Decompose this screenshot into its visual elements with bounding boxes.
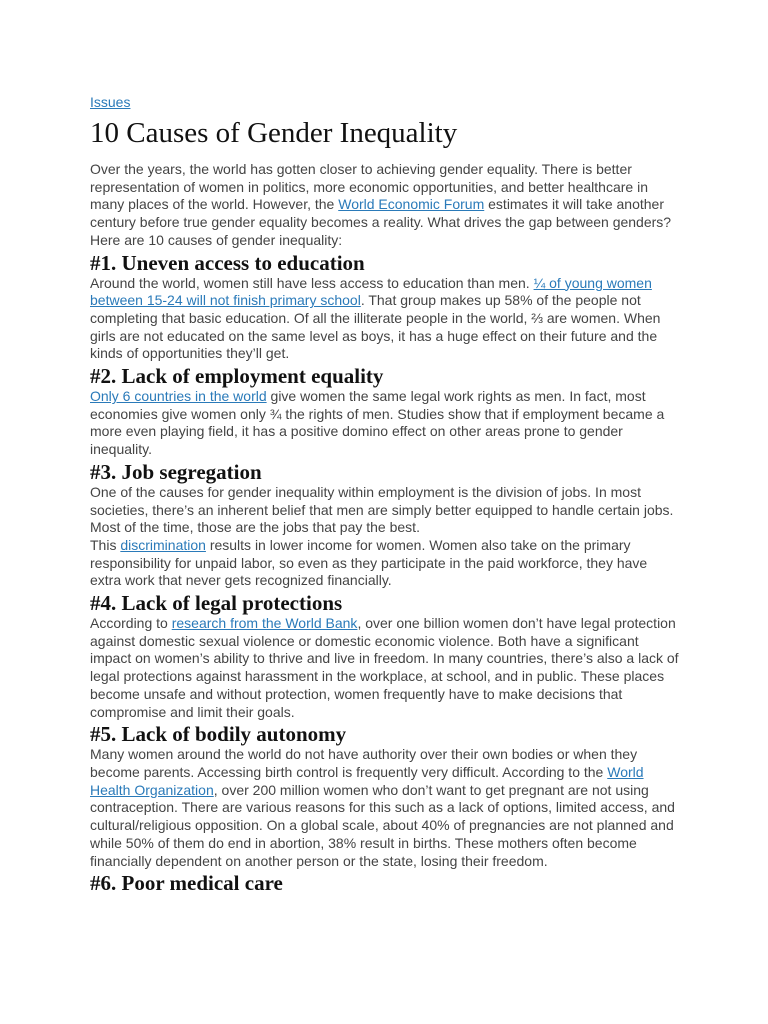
- section-paragraph-education: [90, 275, 680, 364]
- only-6-countries-link[interactable]: Only 6 countries in the world: [90, 388, 267, 405]
- section-paragraph-legal-protections: [90, 615, 680, 721]
- section-paragraph-employment: [90, 388, 680, 459]
- section-heading-employment: #2. Lack of employment equality: [90, 364, 384, 389]
- discrimination-link[interactable]: discrimination: [120, 536, 206, 553]
- section-heading-job-segregation: #3. Job segregation: [90, 459, 262, 484]
- section-text: results in lower income for women. Women also take on the primary responsibility for unpaid labor, so even as they participate in the paid workforce, they have extra work that never gets recognized financially.: [90, 536, 648, 589]
- article: [90, 93, 680, 895]
- section-paragraph-bodily-autonomy: [90, 746, 680, 870]
- intro-text-start: Over the years, the world has gotten closer to achieving gender equality. There is better representation of women in politics, more economic opportunities, and better healthcare in many places of the world. However, the: [90, 161, 648, 213]
- section-text: , over 200 million women who don’t want to get pregnant are not using contraception. There are various reasons for this such as a lack of options, limited access, and cultural/religious opposition. On a global scale, about 40% of pregnancies are not planned and while 50% of them do end in abortion, 38% result in births. These mothers often become financially dependent on another person or the state, losing their freedom.: [90, 781, 675, 869]
- section-heading-bodily-autonomy: #5. Lack of bodily autonomy: [90, 722, 347, 747]
- section-heading-education: #1. Uneven access to education: [90, 250, 365, 275]
- section-text: give women the same legal work rights as men. In fact, most economies give women only ¾ the rights of men. Studies show that if employment became a more even playing field, it has a positive domino effect on other areas prone to gender inequality.: [90, 388, 665, 458]
- section-text: Around the world, women still have less access to education than men.: [90, 274, 534, 291]
- primary-school-stat-link[interactable]: ¼ of young women between 15-24 will not finish primary school: [90, 274, 652, 309]
- section-text: Many women around the world do not have authority over their own bodies or when they become parents. Accessing birth control is frequently very difficult. According to the: [90, 746, 638, 780]
- section-text: . That group makes up 58% of the people not completing that basic education. Of all the illiterate people in the world, ⅔ are women. When girls are not educated on the same level as boys, it has a huge effect on their future and the kinds of opportunities they’ll get.: [90, 292, 661, 362]
- page-title: 10 Causes of Gender Inequality: [90, 117, 458, 149]
- section-text: According to: [90, 615, 172, 632]
- world-health-organization-link[interactable]: World Health Organization: [90, 763, 644, 798]
- world-economic-forum-link[interactable]: World Economic Forum: [338, 196, 485, 213]
- section-paragraph-job-segregation-1: One of the causes for gender inequality within employment is the division of jobs. In most societies, there’s an inherent belief that men are simply better equipped to handle certain jobs. Most of the time, those are the jobs that pay the best.: [90, 483, 674, 536]
- breadcrumb-issues-link[interactable]: Issues: [90, 94, 131, 110]
- section-text: , over one billion women don’t have legal protection against domestic sexual violence or domestic economic violence. Both have a significant impact on women’s ability to thrive and live in freedom. In many countries, there’s also a lack of legal protections against harassment in the workplace, at school, and in public. These places become unsafe and without protection, women frequently have to make decisions that compromise and limit their goals.: [90, 615, 679, 720]
- world-bank-research-link[interactable]: research from the World Bank: [171, 615, 358, 632]
- intro-paragraph: [90, 161, 680, 250]
- section-heading-legal-protections: #4. Lack of legal protections: [90, 591, 343, 616]
- intro-text-end: estimates it will take another century before true gender equality becomes a reality. What drives the gap between genders? Here are 10 causes of gender inequality:: [90, 196, 672, 248]
- section-paragraph-job-segregation-2: [90, 537, 680, 590]
- section-text: This: [90, 536, 121, 553]
- section-heading-medical-care: #6. Poor medical care: [90, 871, 283, 896]
